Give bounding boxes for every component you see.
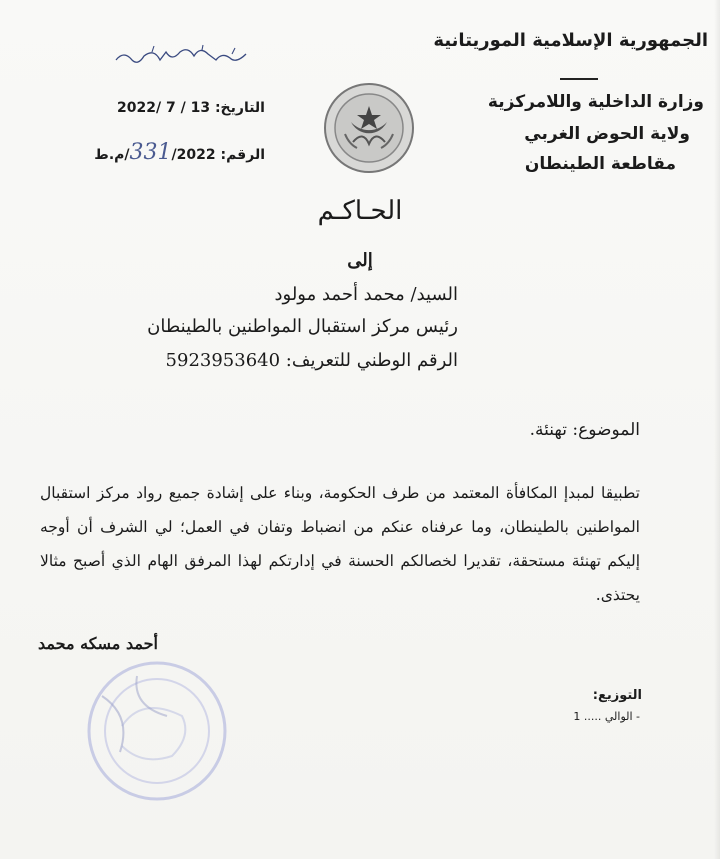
- recipient-name: السيد/ محمد أحمد مولود: [274, 284, 458, 305]
- date-value: 13 / 7 /2022: [117, 100, 211, 116]
- signer-name: أحمد مسكه محمد: [38, 634, 158, 653]
- paper-edge-shadow: [714, 0, 720, 859]
- date-line: [117, 100, 265, 116]
- recipient-title: رئيس مركز استقبال المواطنين بالطينطان: [147, 316, 458, 337]
- ministry-name: وزارة الداخلية واللامركزية: [487, 92, 704, 112]
- recipient-national-id: الرقم الوطني للتعريف: 5923953640: [165, 350, 458, 371]
- header-divider: [560, 78, 598, 80]
- letter-subject: الموضوع: تهنئة.: [529, 420, 640, 440]
- sender-title: الحـاكـم: [317, 196, 403, 226]
- reference-line: [94, 140, 265, 165]
- distribution-title: التوزيع:: [592, 688, 642, 703]
- handwritten-motto: [112, 42, 262, 72]
- ref-number: 331: [129, 140, 172, 165]
- date-label: التاريخ:: [214, 100, 265, 116]
- ref-suffix: /2022/م.ط: [94, 147, 216, 163]
- ref-label: الرقم:: [220, 147, 265, 163]
- national-seal-icon: [323, 82, 415, 174]
- official-stamp-icon: [82, 656, 232, 806]
- recipient-to: إلى: [347, 250, 373, 271]
- distribution-item: - الوالي ..... 1: [573, 710, 640, 723]
- wilaya-name: ولاية الحوض الغربي: [524, 124, 690, 144]
- letter-body: تطبيقا لمبدإ المكافأة المعتمد من طرف الحكومة، وبناء على إشادة جميع رواد مركز استقبال المواطنين بالطينطان، وما عرفناه عنكم من انضباط وتفان في العمل؛ لي الشرف أن أوجه إليكم تهنئة مستحقة، تقديرا لخصالكم الحسنة في إدارتكم لهذا المرفق الهام الذي أصبح مثالا يحتذى.: [40, 484, 640, 604]
- country-header: الجمهورية الإسلامية الموريتانية: [433, 30, 708, 51]
- district-name: مقاطعة الطينطان: [524, 154, 676, 174]
